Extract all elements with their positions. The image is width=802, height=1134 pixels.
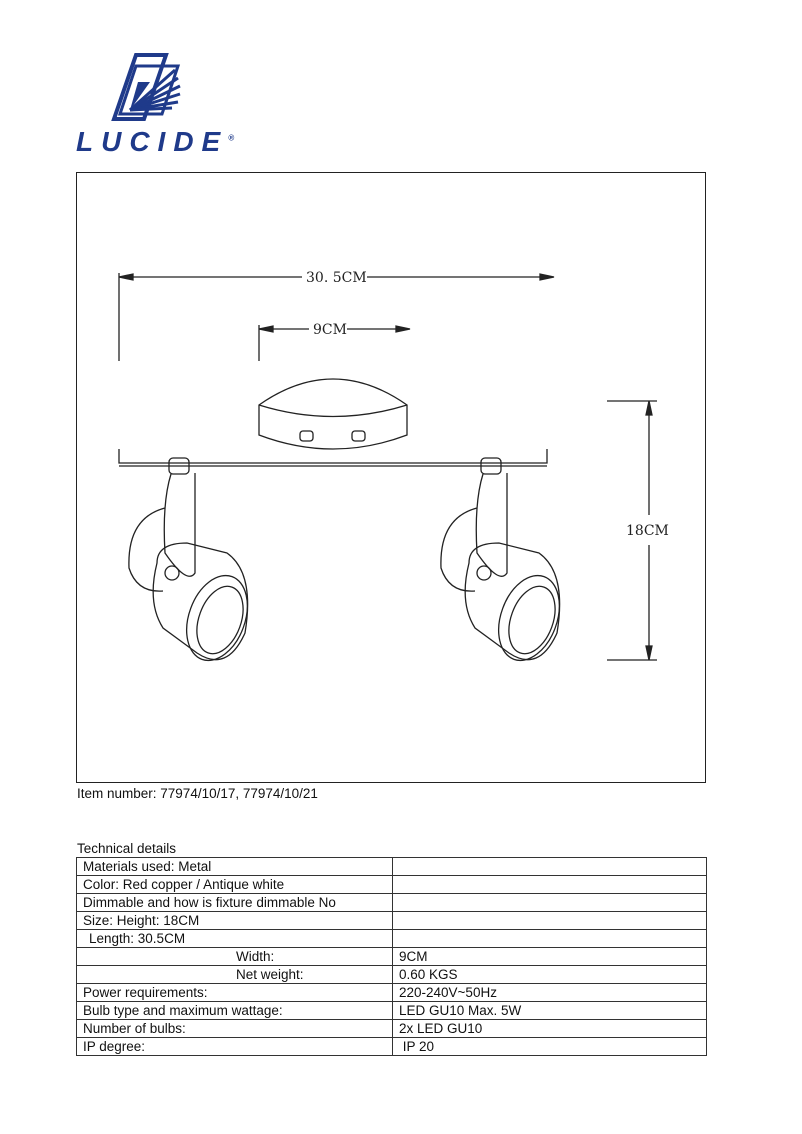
table-row [77,1038,707,1056]
table-row [77,930,707,948]
spec-label: Length: 30.5CM [89,931,186,946]
spec-label-cell [77,948,393,966]
spec-label: IP degree: [77,1038,393,1056]
spec-value: LED GU10 Max. 5W [393,1002,707,1020]
spec-value: 2x LED GU10 [393,1020,707,1038]
height-dimension-label: 18CM [626,523,669,539]
table-row [77,894,707,912]
spec-label: Size: Height: 18CM [77,912,393,930]
spec-value: 9CM [393,948,707,966]
fixture-drawing [77,173,707,784]
brand-wordmark [76,126,234,158]
registered-mark: ® [228,133,235,143]
spec-value: 0.60 KGS [393,966,707,984]
technical-details-table [76,857,707,1056]
table-row [77,912,707,930]
table-row [77,858,707,876]
spec-value [393,894,707,912]
spec-label: Power requirements: [77,984,393,1002]
table-row [77,984,707,1002]
technical-drawing [76,172,706,783]
table-row [77,966,707,984]
spec-value: IP 20 [393,1038,707,1056]
spec-value [393,930,707,948]
spec-label: Dimmable and how is fixture dimmable No [77,894,393,912]
length-dimension-label: 30. 5CM [306,270,367,286]
spec-value: 220-240V~50Hz [393,984,707,1002]
spec-label: Color: Red copper / Antique white [77,876,393,894]
lucide-logo-mark-icon [74,52,224,127]
spec-value [393,858,707,876]
table-row [77,948,707,966]
spec-value [393,912,707,930]
spec-label: Materials used: Metal [77,858,393,876]
spec-label: Net weight: [236,967,304,982]
spec-label: Width: [236,949,275,964]
technical-details-title: Technical details [77,841,177,856]
spec-label-cell [77,930,393,948]
brand-name: LUCIDE [76,126,229,157]
table-row [77,876,707,894]
spec-label: Bulb type and maximum wattage: [77,1002,393,1020]
item-number: Item number: 77974/10/17, 77974/10/21 [77,786,318,801]
width-dimension-label: 9CM [313,322,347,338]
spec-value [393,876,707,894]
spec-label: Number of bulbs: [77,1020,393,1038]
table-row [77,1020,707,1038]
table-row [77,1002,707,1020]
spec-label-cell [77,966,393,984]
